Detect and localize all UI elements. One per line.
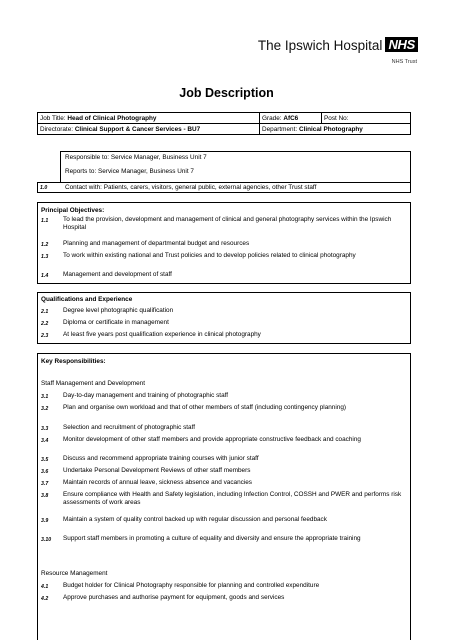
department-cell bbox=[260, 124, 411, 135]
item-number: 1.4 bbox=[41, 273, 49, 279]
reporting-lines bbox=[37, 151, 411, 193]
item-number: 2.2 bbox=[41, 321, 49, 327]
department-value: Clinical Photography bbox=[298, 125, 363, 133]
item-text: Maintain a system of quality control backed up with regular discussion and personal feedback bbox=[63, 516, 327, 523]
resource-management-heading: Resource Management bbox=[41, 570, 108, 577]
department-label: Department: bbox=[262, 125, 299, 133]
reports-to: Reports to: Service Manager, Business Unit 7 bbox=[65, 168, 194, 175]
staff-management-heading: Staff Management and Development bbox=[41, 380, 145, 387]
item-text: Support staff members in promoting a culture of equality and diversity and ensure the appropriate training bbox=[63, 535, 361, 542]
item-number: 2.3 bbox=[41, 333, 49, 339]
responsible-to: Responsible to: Service Manager, Business Unit 7 bbox=[65, 154, 207, 161]
item-text: Degree level photographic qualification bbox=[63, 307, 174, 314]
item-number: 3.5 bbox=[41, 457, 49, 463]
post-no-label: Post No: bbox=[324, 114, 349, 122]
item-text: Approve purchases and authorise payment for equipment, goods and services bbox=[63, 594, 285, 601]
item-number: 4.2 bbox=[41, 596, 49, 602]
item-text: To work within existing national and Trust policies and to develop policies related to clinical photography bbox=[63, 252, 356, 259]
contact-with: Contact with: Patients, carers, visitors, general public, external agencies, other Trust staff bbox=[65, 184, 317, 191]
contact-number: 1.0 bbox=[40, 185, 48, 191]
item-text: Monitor development of other staff members and provide appropriate constructive feedback and coaching bbox=[63, 436, 361, 443]
job-title-value: Head of Clinical Photography bbox=[67, 114, 157, 122]
item-text: Management and development of staff bbox=[63, 271, 172, 278]
item-text: Day-to-day management and training of photographic staff bbox=[63, 392, 229, 399]
item-text: Diploma or certificate in management bbox=[63, 319, 169, 326]
qualifications-section bbox=[37, 292, 411, 344]
table-row bbox=[38, 124, 411, 135]
item-number: 3.4 bbox=[41, 438, 49, 444]
item-number: 3.9 bbox=[41, 518, 49, 524]
job-title-label: Job Title: bbox=[40, 114, 68, 122]
item-text: Budget holder for Clinical Photography responsible for planning and controlled expenditure bbox=[63, 582, 320, 589]
item-text: At least five years post qualification experience in clinical photography bbox=[63, 331, 261, 338]
hospital-name: The Ipswich Hospital bbox=[257, 38, 383, 53]
table-row bbox=[38, 113, 411, 124]
directorate-cell bbox=[38, 124, 260, 135]
item-text: Plan and organise own workload and that of other members of staff (including contingency planning) bbox=[63, 404, 347, 411]
item-number: 3.2 bbox=[41, 406, 49, 412]
nhs-badge: NHS bbox=[385, 37, 418, 52]
directorate-value: Clinical Support & Cancer Services - BU7 bbox=[74, 125, 201, 133]
item-number: 1.2 bbox=[41, 242, 49, 248]
principal-objectives-section bbox=[37, 202, 411, 284]
hospital-logo bbox=[258, 37, 418, 53]
grade-value: AfC6 bbox=[283, 114, 299, 122]
item-number: 3.6 bbox=[41, 469, 49, 475]
item-text: Ensure compliance with Health and Safety legislation, including Infection Control, COSSH and PWER and performs risk assessments of work areas bbox=[63, 491, 402, 506]
item-text: Selection and recruitment of photographic staff bbox=[63, 424, 196, 431]
grade-label: Grade: bbox=[262, 114, 284, 122]
job-header-table bbox=[37, 112, 411, 135]
trust-subtitle: NHS Trust bbox=[391, 59, 417, 65]
section-heading: Principal Objectives: bbox=[41, 207, 105, 214]
item-number: 3.10 bbox=[41, 537, 52, 543]
item-number: 2.1 bbox=[41, 309, 49, 315]
directorate-label: Directorate: bbox=[40, 125, 75, 133]
item-text: Planning and management of departmental budget and resources bbox=[63, 240, 250, 247]
item-text: Discuss and recommend appropriate training courses with junior staff bbox=[63, 455, 259, 462]
item-number: 4.1 bbox=[41, 584, 49, 590]
item-text: Undertake Personal Development Reviews of other staff members bbox=[63, 467, 251, 474]
job-title-cell bbox=[38, 113, 260, 124]
section-heading: Qualifications and Experience bbox=[41, 296, 133, 303]
section-heading: Key Responsibilities: bbox=[41, 358, 106, 365]
page-title: Job Description bbox=[179, 86, 274, 100]
grade-cell bbox=[260, 113, 322, 124]
item-number: 3.3 bbox=[41, 426, 49, 432]
item-text: Maintain records of annual leave, sickness absence and vacancies bbox=[63, 479, 252, 486]
item-number: 3.8 bbox=[41, 493, 49, 499]
item-number: 1.1 bbox=[41, 218, 49, 224]
item-text: To lead the provision, development and management of clinical and general photography services within the Ipswich Hospital bbox=[63, 216, 392, 231]
item-number: 1.3 bbox=[41, 254, 49, 260]
item-number: 3.1 bbox=[41, 394, 49, 400]
post-no-cell bbox=[322, 113, 411, 124]
item-number: 3.7 bbox=[41, 481, 49, 487]
key-responsibilities-section bbox=[37, 353, 411, 640]
